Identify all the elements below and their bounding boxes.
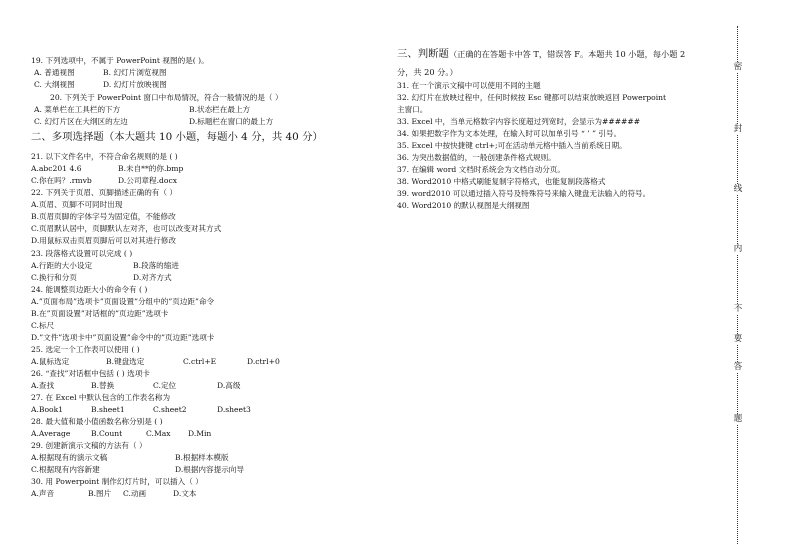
seal-line-char: 内 xyxy=(733,244,743,254)
judge-item: 35. Excel 中按快捷键 ctrl+;可在活动单元格中插入当前系统日期。 xyxy=(397,141,627,150)
question-20-option-c: C. 幻灯片区在大纲区的左边 xyxy=(34,117,128,126)
judge-item: 39. word2010 可以通过插入符号及特殊符号来输入键盘无法输入的符号。 xyxy=(397,189,651,198)
question-26-option-d: D.高级 xyxy=(217,381,241,390)
question-22-option-b: B.页眉页脚的字体字号为固定值，不能修改 xyxy=(31,212,176,221)
judge-item: 34. 如果把数字作为文本处理，在输入时可以加单引号 “ ’ ” 引号。 xyxy=(397,129,622,138)
question-23-option-b: B.段落的缩进 xyxy=(133,261,179,270)
section-3-heading xyxy=(397,47,685,61)
question-23-option-a: A.行距的大小设定 xyxy=(31,261,93,270)
question-25-option-d: D.ctrl+0 xyxy=(247,357,280,366)
question-25-option-b: B.键盘选定 xyxy=(106,357,145,366)
question-19-option-c: C. 大纲视图 xyxy=(34,80,75,89)
question-26-option-a: A.查找 xyxy=(31,381,55,390)
question-28-option-b: B.Count xyxy=(91,429,123,438)
question-23-option-d: D.对齐方式 xyxy=(133,273,172,282)
judge-item: 33. Excel 中，当单元格数字内容长度超过列宽时，会显示为###### xyxy=(397,117,641,126)
section-3-heading-note: （正确的在答题卡中答 T，错误答 F。本题共 10 小题，每小题 2 xyxy=(448,49,686,59)
question-22-option-d: D.用鼠标双击页眉页脚后可以对其进行修改 xyxy=(31,236,176,245)
question-30-option-d: D.文本 xyxy=(173,489,197,498)
question-28-option-c: C.Max xyxy=(146,429,171,438)
question-26-option-b: B.替换 xyxy=(91,381,115,390)
question-21-stem: 21. 以下文件名中，不符合命名规则的是 ( ) xyxy=(31,152,178,161)
question-21-option-a: A.abc201 4.6 xyxy=(31,164,82,173)
seal-dotted-line xyxy=(737,26,738,544)
question-19-option-a: A. 普通视图 xyxy=(34,68,75,77)
judge-item: 36. 为突出数据值的，一般创建条件格式规则。 xyxy=(397,153,556,162)
question-29-option-c: C.根据现有内容新建 xyxy=(31,465,100,474)
question-20-option-d: D.标题栏在窗口的最上方 xyxy=(189,117,274,126)
judge-item: 32. 幻灯片在放映过程中，任何时候按 Esc 键都可以结束放映返回 Powerpoint xyxy=(397,93,667,102)
question-19-stem: 19. 下列选项中，不属于 PowerPoint 视图的是( )。 xyxy=(31,56,209,65)
section-3-heading-main: 三、判断题 xyxy=(397,48,449,60)
judge-item: 37. 在编辑 word 文档时系统会为文档自动分页。 xyxy=(397,165,565,174)
question-21-option-c: C.你在吗？.rmvb xyxy=(31,176,92,185)
question-22-option-a: A.页眉、页脚不可同时出现 xyxy=(31,200,123,209)
question-20-stem: 20. 下列关于 PowerPoint 窗口中布局情况，符合一般情况的是（ ） xyxy=(50,93,283,102)
question-30-option-b: B.图片 xyxy=(88,489,112,498)
question-29-stem: 29. 创建新演示文稿的方法有（ ） xyxy=(31,441,147,450)
question-21-option-b: B.未自**的你.bmp xyxy=(118,164,184,173)
judge-item: 31. 在一个演示文稿中可以使用不同的主题 xyxy=(397,81,541,90)
question-25-option-a: A.鼠标选定 xyxy=(31,357,70,366)
judge-item: 38. Word2010 中格式刷能复制字符格式，也能复制段落格式 xyxy=(397,177,606,186)
seal-line-strip xyxy=(733,26,743,544)
question-28-option-d: D.Min xyxy=(188,429,212,438)
section-3-heading-continued: 分，共 20 分。） xyxy=(397,67,458,77)
question-20-option-b: B.状态栏在最上方 xyxy=(189,105,251,114)
seal-line-char: 封 xyxy=(733,124,743,134)
judge-item: 40. Word2010 的默认视图是大纲视图 xyxy=(397,201,530,210)
question-24-option-b: B.在”页面设置”对话框的”页边距”选项卡 xyxy=(31,309,169,318)
question-19-option-d: D. 幻灯片放映视图 xyxy=(103,80,167,89)
judge-item-continued: 主窗口。 xyxy=(397,105,428,114)
question-20-option-a: A. 菜单栏在工具栏的下方 xyxy=(34,105,121,114)
question-24-option-a: A.”页面布局”选项卡”页面设置”分组中的”页边距”命令 xyxy=(31,297,215,306)
question-29-option-b: B.根据样本模版 xyxy=(175,453,229,462)
question-27-option-d: D.sheet3 xyxy=(217,405,251,414)
seal-line-char: 线 xyxy=(733,184,743,194)
question-28-option-a: A.Average xyxy=(31,429,71,438)
question-29-option-a: A.根据现有的演示文稿 xyxy=(31,453,108,462)
seal-line-char: 要 xyxy=(733,334,743,344)
question-22-stem: 22. 下列关于页眉、页脚描述正确的有（ ） xyxy=(31,188,177,197)
question-24-option-d: D.”文件”选项卡中”页面设置”命令中的”页边距”选项卡 xyxy=(31,333,215,342)
seal-line-char: 不 xyxy=(733,304,743,314)
question-24-option-c: C.标尺 xyxy=(31,321,55,330)
question-28-stem: 28. 最大值和最小值函数名称分别是 ( ) xyxy=(31,417,163,426)
question-19-option-b: B. 幻灯片浏览视图 xyxy=(103,68,167,77)
question-25-option-c: C.ctrl+E xyxy=(183,357,217,366)
question-27-option-c: C.sheet2 xyxy=(153,405,187,414)
question-22-option-c: C.页眉默认居中，页脚默认左对齐，也可以改变对其方式 xyxy=(31,224,222,233)
question-29-option-d: D.根据内容提示向导 xyxy=(175,465,244,474)
question-30-option-c: C.动画 xyxy=(123,489,147,498)
question-21-option-d: D.公司章程.docx xyxy=(118,176,177,185)
question-30-option-a: A.声音 xyxy=(31,489,55,498)
seal-line-char: 题 xyxy=(733,414,743,424)
question-26-option-c: C.定位 xyxy=(153,381,177,390)
question-30-stem: 30. 用 Powerpoint 制作幻灯片时，可以插入（ ） xyxy=(31,477,203,486)
question-23-stem: 23. 段落格式设置可以完成 ( ) xyxy=(31,249,133,258)
question-27-option-a: A.Book1 xyxy=(31,405,64,414)
question-25-stem: 25. 选定一个工作表可以使用 ( ) xyxy=(31,345,140,354)
question-24-stem: 24. 能调整页边距大小的命令有 ( ) xyxy=(31,285,148,294)
question-27-option-b: B.sheet1 xyxy=(91,405,125,414)
seal-line-char: 密 xyxy=(733,62,743,72)
question-27-stem: 27. 在 Excel 中默认包含的工作表名称为 xyxy=(31,393,171,402)
question-26-stem: 26. “查找”对话框中包括 ( ) 选项卡 xyxy=(31,369,150,378)
section-2-heading: 二、多项选择题（本大题共 10 小题，每题小 4 分，共 40 分） xyxy=(31,131,323,143)
question-23-option-c: C.换行和分页 xyxy=(31,273,77,282)
seal-line-char: 答 xyxy=(733,362,743,372)
